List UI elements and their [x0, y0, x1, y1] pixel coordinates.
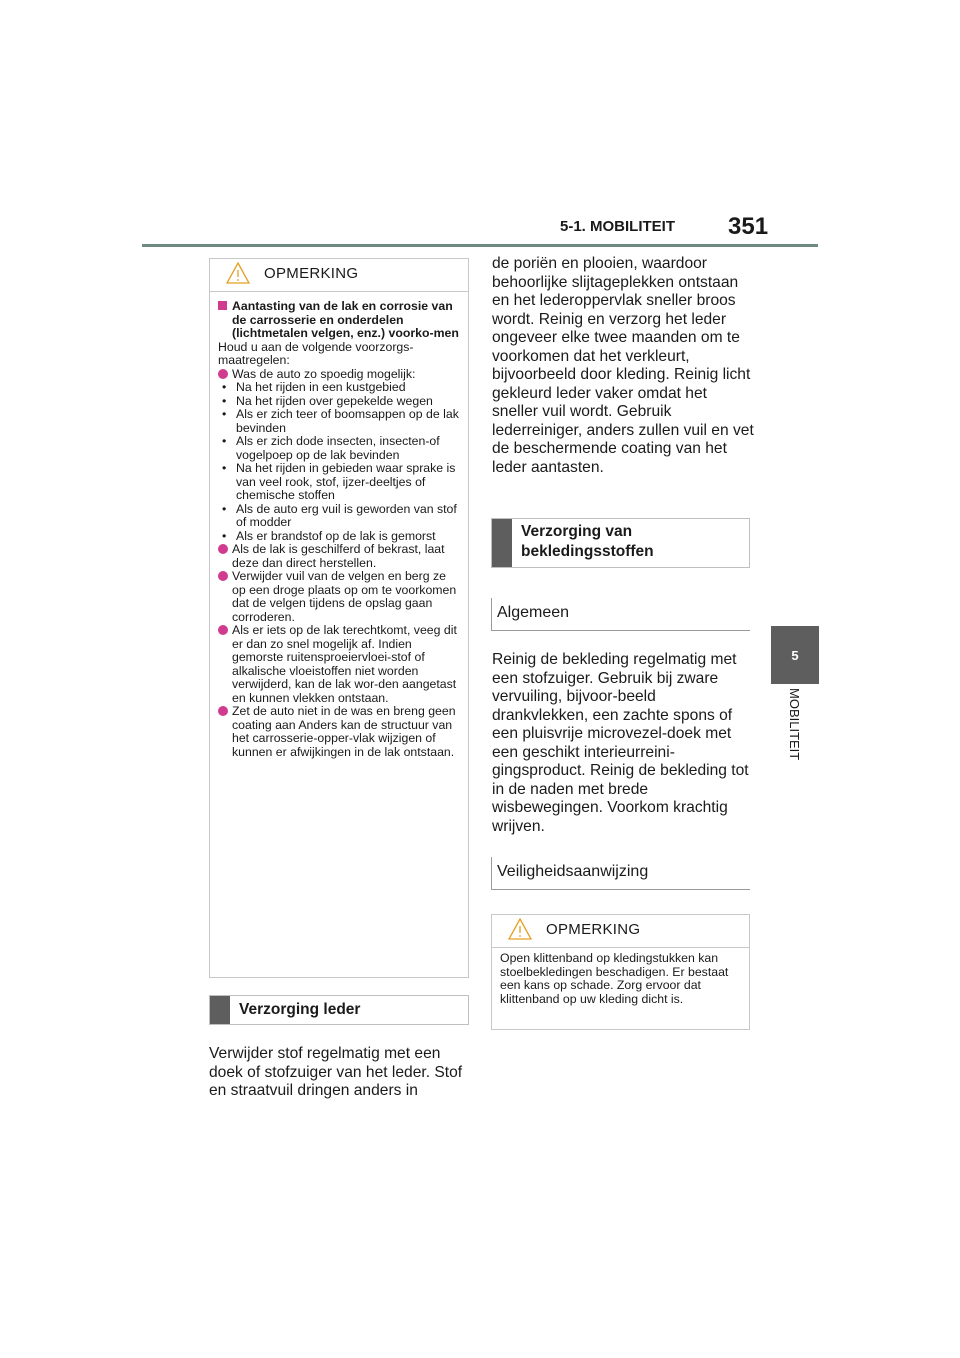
- note-sub-text: Als er zich dode insecten, insecten-of vogelpoep op de lak bevinden: [236, 434, 440, 462]
- note-bullet: [218, 705, 460, 759]
- note-sub-item: • Na het rijden in een kustgebied: [222, 380, 406, 394]
- round-bullet-icon: [218, 625, 228, 635]
- note-sub-text: Als er zich teer of boomsappen op de lak bevinden: [236, 407, 459, 435]
- note-sub-item: • Na het rijden over gepekelde wegen: [222, 393, 433, 408]
- note-sub-text: Na het rijden over gepekelde wegen: [236, 393, 433, 408]
- round-bullet-icon: [218, 706, 228, 716]
- subheading-left-rule: [491, 857, 492, 889]
- note-sub-text: Na het rijden in gebieden waar sprake is van veel rook, stof, ijzer-deeltjes of chemische stoffen: [236, 461, 456, 502]
- subheading-safety: Veiligheidsaanwijzing: [497, 863, 649, 880]
- note-heading: [218, 300, 460, 341]
- note-header: [492, 915, 749, 948]
- upholstery-paragraph: Reinig de bekleding regelmatig met een stofzuiger. Gebruik bij zware vervuiling, bijvoor-beeld drankvlekken, een zachte spons of een pluisvrije microvezel-doek met een geschikt interieurreini-gingsproduct. Reinig de bekleding tot in de naden met brede wisbewegingen. Voorkom krachtig wrijven.: [492, 651, 749, 835]
- note-sub-item: • Als de auto erg vuil is geworden van stof of modder: [222, 501, 457, 529]
- note-intro: Houd u aan de volgende voorzorgs-maatregelen:: [218, 339, 414, 367]
- note-text: Open klittenband op kledingstukken kan stoelbekledingen beschadigen. Er bestaat een kans op schade. Zorg ervoor dat klittenband op uw kleding dicht is.: [500, 951, 729, 1006]
- warning-icon: [508, 918, 532, 940]
- note-bullet-text: Als de lak is geschilferd of bekrast, laat deze dan direct herstellen.: [232, 542, 445, 570]
- subheading-general: Algemeen: [497, 604, 570, 621]
- note-sub-text: Als de auto erg vuil is geworden van stof of modder: [236, 501, 457, 529]
- note-bullet: [218, 543, 460, 570]
- note-sub-text: Als er brandstof op de lak is gemorst: [236, 528, 436, 543]
- round-bullet-icon: [218, 544, 228, 554]
- note-header: [210, 259, 468, 292]
- round-bullet-icon: [218, 369, 228, 379]
- subheading-rule: [491, 630, 750, 631]
- header-rule: [142, 244, 818, 247]
- note-bullet: [218, 570, 460, 624]
- note-sub-text: Na het rijden in een kustgebied: [236, 380, 406, 394]
- section-stripe: [210, 996, 230, 1024]
- round-bullet-icon: [218, 571, 228, 581]
- note-box-velcro: [491, 914, 750, 1030]
- section-stripe: [492, 519, 512, 567]
- leather-paragraph: Verwijder stof regelmatig met een doek of stofzuiger van het leder. Stof en straatvuil dringen anders in: [209, 1045, 463, 1099]
- note-sub-item: • Na het rijden in gebieden waar sprake is van veel rook, stof, ijzer-deeltjes of chemische stoffen: [222, 461, 456, 502]
- note-title: OPMERKING: [546, 921, 641, 938]
- note-bullet-text: Als er iets op de lak terechtkomt, veeg dit er dan zo snel mogelijk af. Indien gemorste ruitensproeiervloei-stof of alkalische vloeistoffen niet worden verwijderd, kan de lak wor-den aangetast en kunnen vlekken ontstaan.: [232, 623, 457, 705]
- note-bullet-text: Zet de auto niet in de was en breng geen coating aan Anders kan de structuur van het carrosserie-opper-vlak wijzigen of kunnen er afwijkingen in de lak ontstaan.: [232, 704, 456, 759]
- warning-icon: [226, 262, 250, 284]
- section-header: 5-1. MOBILITEIT: [560, 218, 676, 235]
- chapter-tab: 5: [771, 626, 819, 684]
- note-sub-item: • Als er zich teer of boomsappen op de lak bevinden: [222, 407, 459, 435]
- subheading-rule: [491, 889, 750, 890]
- note-sub-item: • Als er brandstof op de lak is gemorst: [222, 528, 436, 543]
- note-bullet: [218, 624, 460, 705]
- section-title: Verzorging leder: [239, 1001, 361, 1018]
- note-body: [492, 948, 749, 1012]
- chapter-label-text: MOBILITEIT: [787, 688, 802, 761]
- chapter-label: [772, 688, 818, 788]
- leather-paragraph-continued: de poriën en plooien, waardoor behoorlijke slijtageplekken ontstaan en het lederoppervlak sneller broos wordt. Reinig en verzorg het leder ongeveer elke twee maanden om te voorkomen dat het verkleurt, bijvoorbeeld door kleding. Reinig licht gekleurd leder vaker omdat het sneller vuil wordt. Gebruik lederreiniger, anders zullen vuil en vet de beschermende coating van het leder aantasten.: [492, 255, 754, 476]
- section-heading-upholstery: [491, 518, 750, 568]
- note-heading-text: Aantasting van de lak en corrosie van de carrosserie en onderdelen (lichtmetalen velgen, enz.) voorko-men: [232, 299, 459, 340]
- page-number: 351: [728, 213, 769, 240]
- square-bullet-icon: [218, 301, 227, 310]
- note-box-paint: [209, 258, 469, 978]
- note-title: OPMERKING: [264, 265, 359, 282]
- section-heading-leather: [209, 995, 469, 1025]
- note-sub-item: • Als er zich dode insecten, insecten-of vogelpoep op de lak bevinden: [222, 434, 440, 462]
- note-bullet: [218, 368, 460, 382]
- note-bullet-text: Verwijder vuil van de velgen en berg ze op een droge plaats op om te voorkomen dat de velgen tijdens de opslag gaan corroderen.: [232, 569, 457, 624]
- section-title: Verzorging van bekledingsstoffen: [521, 523, 654, 560]
- note-bullet-text: Was de auto zo spoedig mogelijk:: [232, 366, 416, 381]
- subheading-left-rule: [491, 598, 492, 630]
- note-body: [210, 292, 468, 765]
